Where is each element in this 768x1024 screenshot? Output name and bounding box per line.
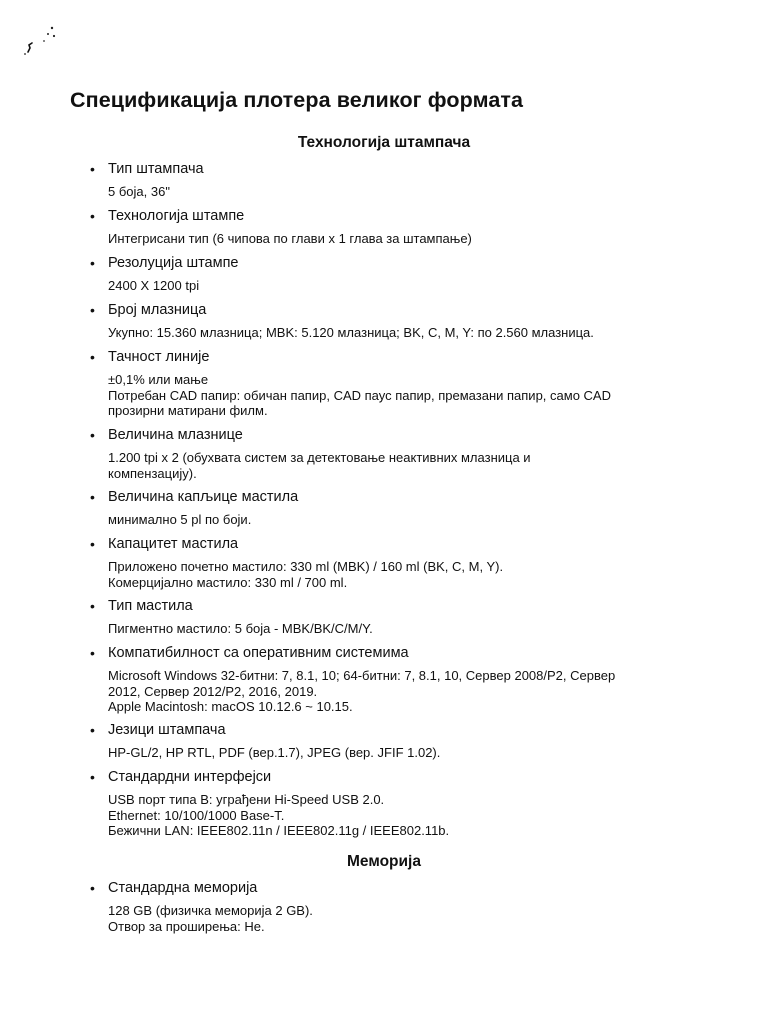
detail-line: 2012, Сервер 2012/P2, 2016, 2019. — [108, 683, 318, 699]
detail-line: ±0,1% или мање — [108, 372, 209, 387]
detail-line: Укупно: 15.360 млазница; MBK: 5.120 млазница; BK, C, M, Y: по 2.560 млазница. — [108, 325, 594, 340]
bullet: • — [90, 880, 95, 896]
detail-line: Потребан CAD папир: обичан папир, CAD паус папир, премазани папир, само CAD — [108, 387, 611, 403]
spec-item-title: Величина млазнице — [108, 427, 243, 443]
spec-item-detail — [108, 621, 768, 637]
spec-item — [0, 301, 768, 341]
detail-line: 5 боја, 36" — [108, 184, 170, 199]
detail-line: 2400 X 1200 tpi — [108, 278, 200, 293]
spec-item — [0, 426, 768, 481]
spec-item — [0, 597, 768, 637]
spec-item-title: Стандардна меморија — [108, 880, 258, 896]
spec-item — [0, 721, 768, 761]
bullet: • — [90, 598, 95, 614]
spec-item-detail — [108, 668, 768, 715]
bullet: • — [90, 489, 95, 505]
spec-item-detail — [108, 745, 768, 761]
detail-line: прозирни матирани филм. — [108, 403, 268, 418]
spec-item — [0, 488, 768, 528]
detail-line: HP-GL/2, HP RTL, PDF (вер.1.7), JPEG (вер. JFIF 1.02). — [108, 745, 441, 760]
detail-line: 1.200 tpi x 2 (обухвата систем за детектовање неактивних млазница и — [108, 450, 531, 465]
scan-specks — [14, 14, 64, 64]
bullet: • — [90, 349, 95, 365]
bullet: • — [90, 302, 95, 318]
bullet: • — [90, 536, 95, 552]
detail-line: USB порт типа B: уграђени Hi-Speed USB 2.0. — [108, 792, 385, 807]
detail-line: Бежични LAN: IEEE802.11n / IEEE802.11g / IEEE802.11b. — [108, 823, 450, 838]
bullet: • — [90, 769, 95, 785]
detail-line: Microsoft Windows 32-битни: 7, 8.1, 10; 64-битни: 7, 8.1, 10, Сервер 2008/P2, Сервер — [108, 668, 616, 683]
spec-item — [0, 207, 768, 247]
spec-item-title: Технологија штампе — [108, 208, 245, 224]
detail-line: Apple Macintosh: macOS 10.12.6 ~ 10.15. — [108, 699, 353, 714]
spec-item-detail — [108, 559, 768, 590]
spec-item — [0, 254, 768, 294]
spec-item-detail — [108, 278, 768, 294]
spec-item-detail — [108, 450, 768, 481]
spec-item-title: Тип мастила — [108, 598, 193, 614]
spec-item — [0, 879, 768, 934]
spec-item-title: Компатибилност са оперативним системима — [108, 645, 409, 661]
detail-line: компензацију). — [108, 465, 197, 481]
spec-item-title: Величина капљице мастила — [108, 489, 299, 505]
spec-item-detail — [108, 372, 768, 419]
detail-line: Ethernet: 10/100/1000 Base-T. — [108, 807, 285, 823]
detail-line: Пигментно мастило: 5 боја - MBK/BK/C/M/Y. — [108, 621, 373, 636]
bullet: • — [90, 427, 95, 443]
detail-line: Приложено почетно мастило: 330 ml (MBK) / 160 ml (BK, C, M, Y). — [108, 559, 504, 574]
section-heading-printer-technology: Технологија штампача — [297, 134, 471, 151]
spec-item — [0, 348, 768, 419]
spec-item-title: Број млазница — [108, 302, 207, 318]
spec-item-title: Стандардни интерфејси — [108, 769, 272, 785]
spec-item-detail — [108, 231, 768, 247]
document-title: Спецификација плотера великог формата — [70, 88, 524, 112]
bullet: • — [90, 255, 95, 271]
spec-item — [0, 535, 768, 590]
spec-item — [0, 160, 768, 200]
spec-item-title: Тип штампача — [108, 161, 204, 177]
detail-line: Отвор за проширења: Не. — [108, 918, 265, 934]
detail-line: Интегрисани тип (6 чипова по глави x 1 глава за штампање) — [108, 231, 472, 246]
spec-item — [0, 644, 768, 715]
spec-item-title: Тачност линије — [108, 349, 210, 365]
bullet: • — [90, 161, 95, 177]
bullet: • — [90, 208, 95, 224]
spec-item-detail — [108, 184, 768, 200]
detail-line: 128 GB (физичка меморија 2 GB). — [108, 903, 313, 918]
bullet: • — [90, 645, 95, 661]
spec-item-detail — [108, 512, 768, 528]
spec-item-title: Резолуција штампе — [108, 255, 239, 271]
section-heading-memory: Меморија — [347, 853, 421, 870]
spec-item-title: Језици штампача — [108, 722, 226, 738]
bullet: • — [90, 722, 95, 738]
spec-item-title: Капацитет мастила — [108, 536, 239, 552]
spec-item — [0, 768, 768, 839]
detail-line: Комерцијално мастило: 330 ml / 700 ml. — [108, 574, 348, 590]
spec-item-detail — [108, 792, 768, 839]
spec-item-detail — [108, 903, 768, 934]
detail-line: минимално 5 pl по боји. — [108, 512, 252, 527]
spec-item-detail — [108, 325, 768, 341]
